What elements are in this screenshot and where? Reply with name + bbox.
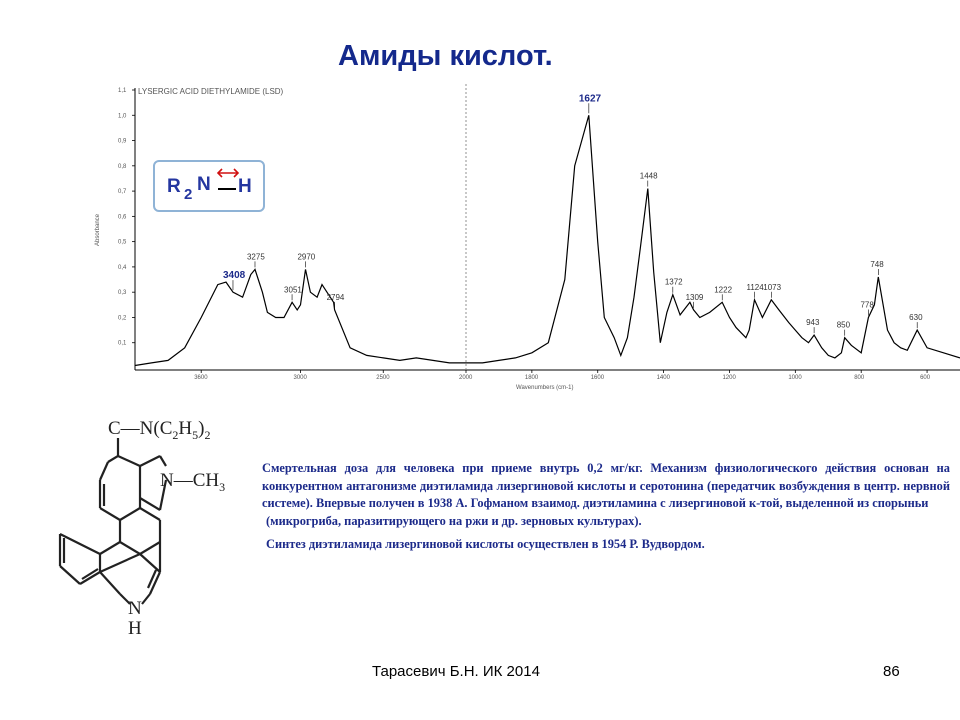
footer-author: Тарасевич Б.Н. ИК 2014 xyxy=(372,663,540,680)
page-number: 86 xyxy=(883,663,900,680)
peak-label: 2794 xyxy=(326,292,345,302)
x-tick-label: 1400 xyxy=(656,375,670,381)
peak-label: 1627 xyxy=(578,93,602,105)
peak-label: 1448 xyxy=(639,171,658,181)
x-tick-label: 1600 xyxy=(590,375,605,381)
chart-title: LYSERGIC ACID DIETHYLAMIDE (LSD) xyxy=(138,87,284,96)
axis-ticks xyxy=(118,88,931,381)
peak-label: 778 xyxy=(860,300,874,310)
y-tick-label: 1,1 xyxy=(118,88,127,94)
indole-n-label: N xyxy=(128,598,142,619)
peak-label: 1372 xyxy=(664,277,683,287)
peak-labels xyxy=(223,93,923,335)
peak-label: 2970 xyxy=(297,252,316,262)
peak-label: 1222 xyxy=(714,285,733,295)
synthesis-note: Синтез диэтиламида лизергиновой кислоты осуществлен в 1954 Р. Вудвордом. xyxy=(266,537,705,551)
y-tick-label: 0,9 xyxy=(118,138,127,145)
peak-label: 3408 xyxy=(222,270,246,282)
x-tick-label: 2000 xyxy=(459,375,473,381)
description-tail: (микрогриба, паразитирующего на ржи и др. зерновых культурах). xyxy=(266,513,642,528)
formula-n: N xyxy=(197,174,211,195)
amide-formula-box xyxy=(153,160,265,212)
indole-h-label: H xyxy=(128,618,142,639)
peak-label: 1073 xyxy=(763,282,782,292)
peak-label: 1124 xyxy=(746,282,764,292)
y-tick-label: 0,6 xyxy=(118,214,127,221)
peak-label: 748 xyxy=(870,260,884,270)
x-tick-label: 800 xyxy=(854,375,865,381)
ir-spectrum-chart xyxy=(88,80,960,398)
x-tick-label: 1800 xyxy=(524,375,539,381)
x-tick-label: 1200 xyxy=(722,375,736,381)
formula-r: R xyxy=(167,176,181,197)
x-tick-label: 1000 xyxy=(788,375,802,381)
peak-label: 850 xyxy=(836,320,851,330)
x-tick-label: 600 xyxy=(920,375,931,381)
y-tick-label: 0,5 xyxy=(118,239,127,246)
y-tick-label: 0,8 xyxy=(118,163,127,170)
y-tick-label: 0,2 xyxy=(118,315,127,322)
description-paragraph: Смертельная доза для человека при приеме внутрь 0,2 мг/кг. Механизм физиологического действия основан на конкурентном антагонизме диэтиламида лизергиновой кислоты и серотонина (передатчик возбуждения в центр. нервной системе). Впервые получен в 1938 А. Гофманом взаимод. диэтиламина с лизергиновой к-той, выделенной из спорыньи xyxy=(262,461,950,510)
y-tick-label: 0,7 xyxy=(118,189,127,196)
formula-subscript: 2 xyxy=(184,186,193,203)
x-tick-label: 3000 xyxy=(293,375,307,381)
peak-label: 630 xyxy=(909,313,923,323)
y-tick-label: 1,0 xyxy=(118,113,127,120)
y-axis-label: Absorbance xyxy=(95,213,101,246)
y-tick-label: 0,1 xyxy=(118,340,127,347)
x-axis-label: Wavenumbers (cm-1) xyxy=(516,385,574,391)
formula-h: H xyxy=(238,176,252,197)
y-tick-label: 0,3 xyxy=(118,290,127,297)
description-text xyxy=(262,460,950,554)
lsd-structure-diagram xyxy=(40,408,270,640)
y-tick-label: 0,4 xyxy=(118,264,127,271)
peak-label: 943 xyxy=(806,318,820,328)
slide-title: Амиды кислот. xyxy=(338,40,553,72)
amide-group-label: $C—N(C_2H_5)_2$ xyxy=(108,418,211,442)
x-tick-label: 2500 xyxy=(376,375,390,381)
formula-bond xyxy=(218,188,236,190)
peak-label: 1309 xyxy=(685,292,704,302)
n-methyl-label: $N—CH_3$ xyxy=(160,470,226,494)
peak-label: 3275 xyxy=(246,252,265,262)
peak-label: 3051 xyxy=(284,285,302,295)
x-tick-label: 3600 xyxy=(194,375,208,381)
